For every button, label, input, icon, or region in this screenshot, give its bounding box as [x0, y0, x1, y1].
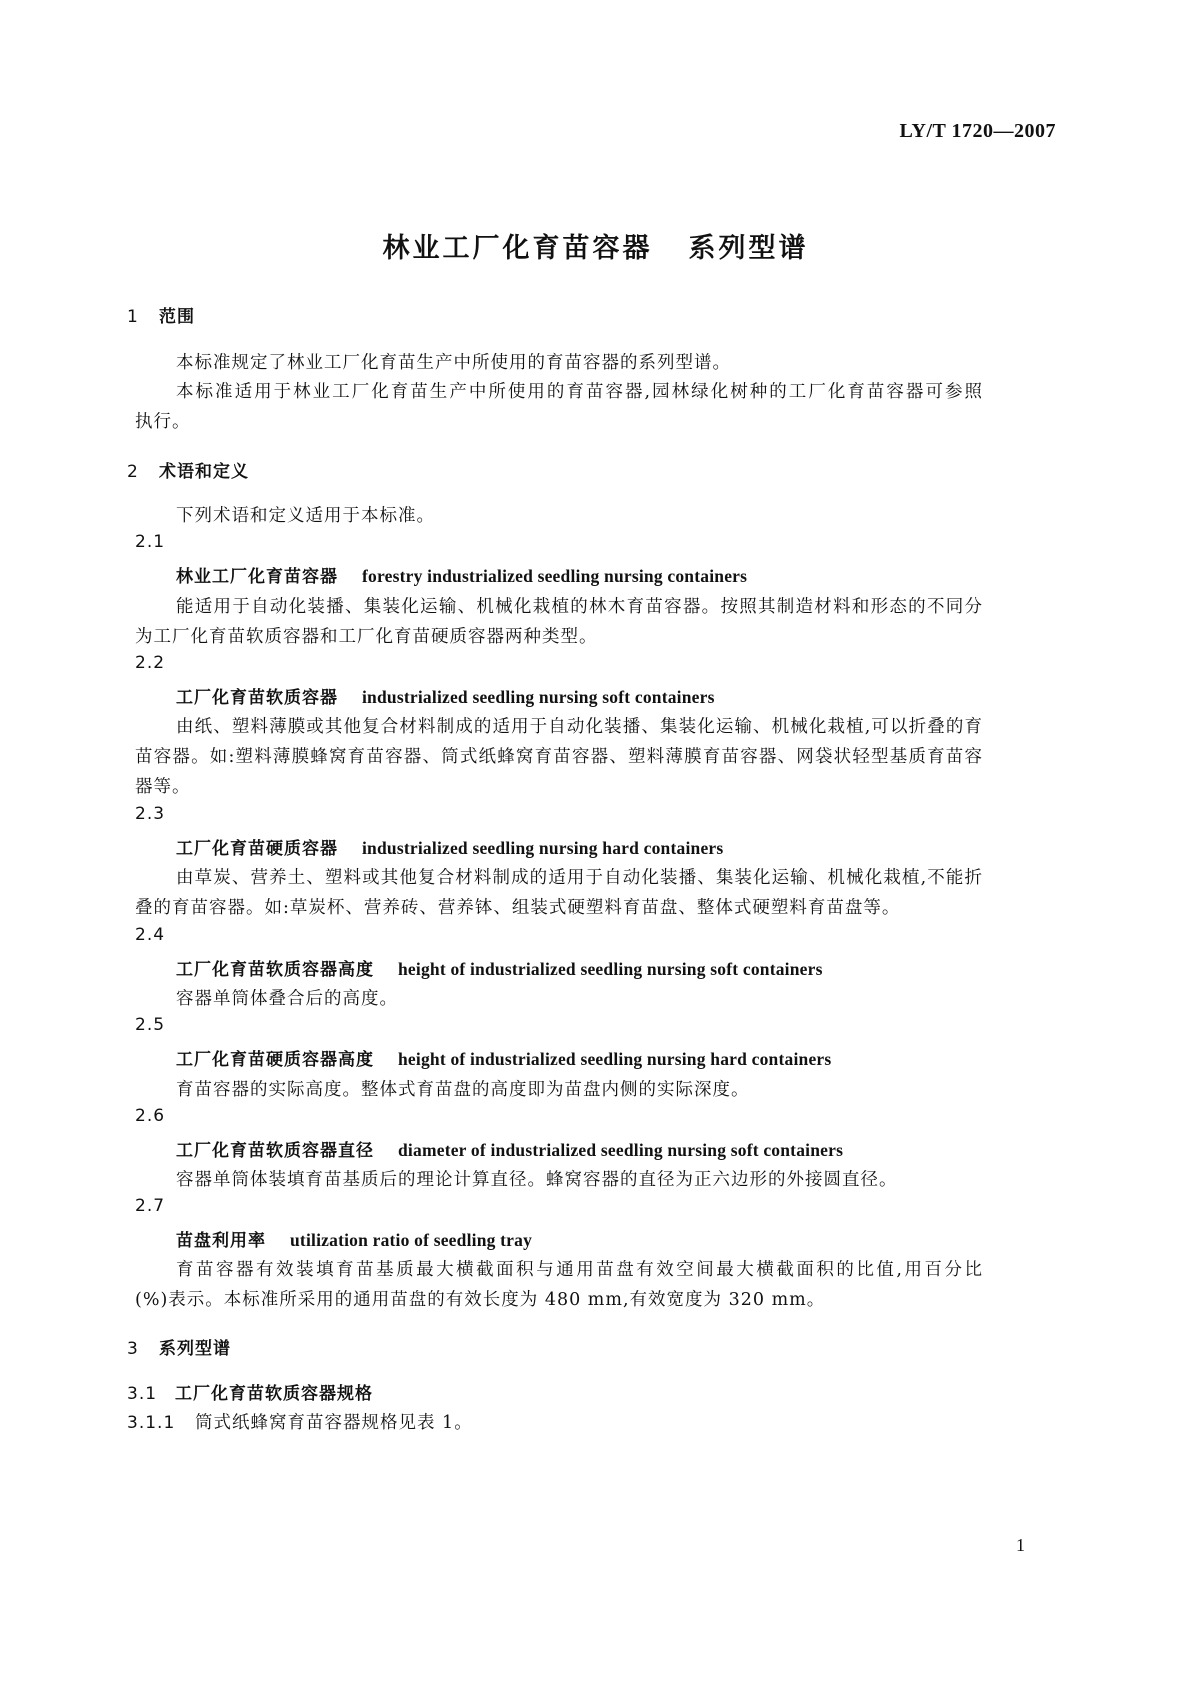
section-2-heading: [127, 457, 249, 482]
page-number: 1: [1016, 1535, 1025, 1555]
section-title: 范围: [159, 307, 195, 327]
term-chinese: 林业工厂化育苗容器: [176, 567, 338, 587]
definition-line: (%)表示。本标准所采用的通用苗盘的有效长度为 480 mm,有效宽度为 320 mm。: [135, 1290, 826, 1310]
definition-line: 容器单筒体装填育苗基质后的理论计算直径。蜂窝容器的直径为正六边形的外接圆直径。: [176, 1170, 898, 1190]
subsection-3-1-heading: [127, 1379, 373, 1404]
term-english: industrialized seedling nursing soft containers: [362, 687, 715, 707]
clause-3-1-1: [127, 1409, 473, 1434]
definition-line: 育苗容器的实际高度。整体式育苗盘的高度即为苗盘内侧的实际深度。: [176, 1080, 750, 1100]
term-entry: [176, 1045, 831, 1070]
definition-line: 容器单筒体叠合后的高度。: [176, 989, 398, 1009]
section-number: 1: [127, 307, 139, 327]
term-english: height of industrialized seedling nursing hard containers: [398, 1049, 832, 1069]
title-part1: 林业工厂化育苗容器: [382, 233, 653, 264]
term-entry: [176, 562, 747, 587]
term-english: height of industrialized seedling nursing soft containers: [398, 959, 823, 979]
definition-line: 苗容器。如:塑料薄膜蜂窝育苗容器、筒式纸蜂窝育苗容器、塑料薄膜育苗容器、网袋状轻型基质育苗容: [135, 747, 983, 767]
term-chinese: 工厂化育苗硬质容器: [176, 839, 338, 859]
subsection-title: 工厂化育苗软质容器规格: [175, 1384, 373, 1404]
section-number: 3: [127, 1339, 139, 1359]
section-title: 系列型谱: [159, 1339, 231, 1359]
term-entry: [176, 683, 715, 708]
clause-number: 3.1.1: [127, 1413, 176, 1433]
clause-number: 2.5: [135, 1015, 166, 1035]
term-chinese: 工厂化育苗硬质容器高度: [176, 1050, 374, 1070]
definition-line: 器等。: [135, 777, 191, 797]
definition-line: 由草炭、营养土、塑料或其他复合材料制成的适用于自动化装播、集装化运输、机械化栽植,不能折: [176, 868, 983, 888]
clause-text: 筒式纸蜂窝育苗容器规格见表 1。: [195, 1413, 473, 1433]
paragraph: 本标准规定了林业工厂化育苗生产中所使用的育苗容器的系列型谱。: [176, 353, 731, 373]
document-title: [0, 226, 1191, 265]
paragraph-line: 本标准适用于林业工厂化育苗生产中所使用的育苗容器,园林绿化树种的工厂化育苗容器可参照: [176, 382, 983, 402]
standard-code: LY/T 1720—2007: [899, 120, 1056, 142]
clause-number: 2.2: [135, 653, 166, 673]
clause-number: 2.4: [135, 925, 166, 945]
term-entry: [176, 1136, 843, 1161]
subsection-number: 3.1: [127, 1384, 158, 1404]
term-entry: [176, 834, 723, 859]
definition-line: 叠的育苗容器。如:草炭杯、营养砖、营养钵、组装式硬塑料育苗盘、整体式硬塑料育苗盘等。: [135, 898, 901, 918]
definition-line: 育苗容器有效装填育苗基质最大横截面积与通用苗盘有效空间最大横截面积的比值,用百分比: [176, 1260, 983, 1280]
term-english: diameter of industrialized seedling nursing soft containers: [398, 1140, 844, 1160]
paragraph-line: 执行。: [135, 412, 191, 432]
paragraph: 下列术语和定义适用于本标准。: [176, 506, 435, 526]
term-chinese: 工厂化育苗软质容器: [176, 688, 338, 708]
term-entry: [176, 1226, 532, 1251]
title-part2: 系列型谱: [688, 233, 809, 264]
term-english: industrialized seedling nursing hard containers: [362, 838, 724, 858]
section-title: 术语和定义: [159, 462, 249, 482]
definition-line: 由纸、塑料薄膜或其他复合材料制成的适用于自动化装播、集装化运输、机械化栽植,可以折叠的育: [176, 717, 983, 737]
term-english: forestry industrialized seedling nursing containers: [362, 566, 748, 586]
section-3-heading: [127, 1334, 231, 1359]
clause-number: 2.7: [135, 1196, 166, 1216]
clause-number: 2.3: [135, 804, 166, 824]
clause-number: 2.6: [135, 1106, 166, 1126]
term-chinese: 苗盘利用率: [176, 1231, 266, 1251]
term-chinese: 工厂化育苗软质容器直径: [176, 1141, 374, 1161]
definition-line: 为工厂化育苗软质容器和工厂化育苗硬质容器两种类型。: [135, 627, 598, 647]
clause-number: 2.1: [135, 532, 166, 552]
term-chinese: 工厂化育苗软质容器高度: [176, 960, 374, 980]
definition-line: 能适用于自动化装播、集装化运输、机械化栽植的林木育苗容器。按照其制造材料和形态的不同分: [176, 597, 983, 617]
section-1-heading: [127, 302, 195, 327]
section-number: 2: [127, 462, 139, 482]
term-english: utilization ratio of seedling tray: [290, 1230, 533, 1250]
term-entry: [176, 955, 823, 980]
